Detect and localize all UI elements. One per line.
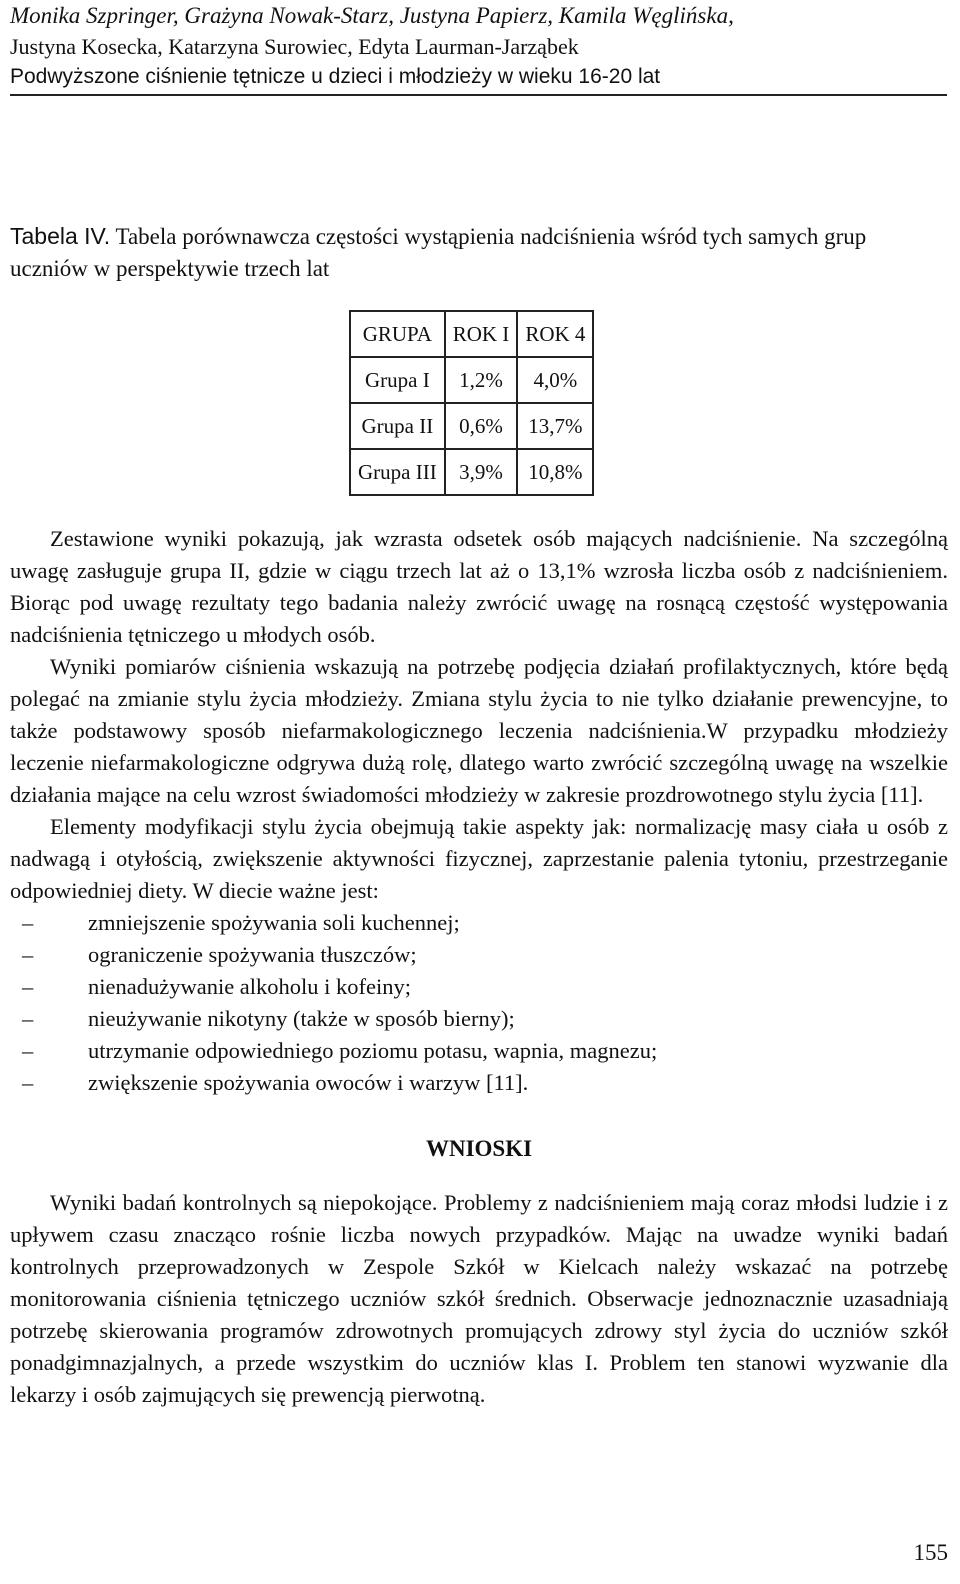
- table-cell: 3,9%: [445, 449, 518, 495]
- list-dash: –: [22, 1006, 34, 1031]
- table-row: [350, 403, 593, 449]
- table-caption-label: Tabela IV.: [10, 223, 111, 249]
- running-header: [10, 0, 950, 92]
- list-dash: –: [22, 942, 34, 967]
- list-item-text: ograniczenie spożywania tłuszczów;: [88, 942, 417, 967]
- table-cell: 13,7%: [517, 403, 593, 449]
- table-header-cell: GRUPA: [350, 311, 445, 357]
- paragraph-lifestyle: Elementy modyfikacji stylu życia obejmują takie aspekty jak: normalizację masy ciała u osób z nadwagą i otyłością, zwiększenie aktywności fizycznej, zaprzestanie palenia tytoniu, przestrzeganie odpowiedniej diety. W diecie ważne jest:: [10, 814, 948, 903]
- paragraph-prevention: Wyniki pomiarów ciśnienia wskazują na potrzebę podjęcia działań profilaktycznych, które będą polegać na zmianie stylu życia młodzieży. Zmiana stylu życia to nie tylko działanie prewencyjne, to także podstawowy sposób niefarmakologicznego leczenia nadciśnienia.W przypadku młodzieży leczenie niefarmakologiczne odgrywa dużą rolę, dlatego warto zwrócić szczególną uwagę na wszelkie działania mające na celu wzrost świadomości młodzieży w zakresie prozdrowotnego stylu życia [11].: [10, 654, 948, 807]
- list-item: [10, 939, 948, 971]
- list-item: [10, 1003, 948, 1035]
- list-item-text: zmniejszenie spożywania soli kuchennej;: [88, 910, 460, 935]
- table-row: [350, 449, 593, 495]
- table-caption: [10, 220, 948, 285]
- list-item-text: utrzymanie odpowiedniego poziomu potasu, wapnia, magnezu;: [88, 1038, 658, 1063]
- list-item: [10, 971, 948, 1003]
- header-divider: [10, 94, 947, 96]
- table-cell: Grupa III: [350, 449, 445, 495]
- list-dash: –: [22, 910, 34, 935]
- article-body: [10, 523, 948, 1411]
- table-row: [350, 357, 593, 403]
- list-item-text: nienadużywanie alkoholu i kofeiny;: [88, 974, 412, 999]
- table-header-cell: ROK I: [445, 311, 518, 357]
- table-caption-text: Tabela porównawcza częstości wystąpienia nadciśnienia wśród tych samych grup uczniów w perspektywie trzech lat: [10, 224, 867, 281]
- list-item-text: nieużywanie nikotyny (także w sposób bierny);: [88, 1006, 515, 1031]
- paragraph-conclusions: Wyniki badań kontrolnych są niepokojące. Problemy z nadciśnieniem mają coraz młodsi ludzie i z upływem czasu znacząco rośnie liczba nowych przypadków. Mając na uwadze wyniki badań kontrolnych przeprowadzonych w Zespole Szkół w Kielcach należy wskazać na potrzebę monitorowania ciśnienia tętniczego uczniów szkół średnich. Obserwacje jednoznacznie uzasadniają potrzebę skierowania programów zdrowotnych promujących zdrowy styl życia do uczniów szkół ponadgimnazjalnych, a przede wszystkim do uczniów klas I. Problem ten stanowi wyzwanie dla lekarzy i osób zajmujących się prewencją pierwotną.: [10, 1190, 948, 1407]
- table-cell: Grupa I: [350, 357, 445, 403]
- diet-list: [10, 907, 948, 1099]
- header-article-title: Podwyższone ciśnienie tętnicze u dzieci i młodzieży w wieku 16-20 lat: [10, 65, 661, 88]
- table-cell: 10,8%: [517, 449, 593, 495]
- list-dash: –: [22, 1070, 34, 1095]
- table-header-cell: ROK 4: [517, 311, 593, 357]
- list-item: [10, 907, 948, 939]
- table-header-row: [350, 311, 593, 357]
- list-item: [10, 1067, 948, 1099]
- header-authors-line-1: Monika Szpringer, Grażyna Nowak-Starz, Justyna Papierz, Kamila Węglińska,: [10, 3, 734, 28]
- table-cell: 0,6%: [445, 403, 518, 449]
- header-authors-line-2: Justyna Kosecka, Katarzyna Surowiec, Edyta Laurman-Jarząbek: [10, 34, 579, 59]
- table-cell: 1,2%: [445, 357, 518, 403]
- table-cell: Grupa II: [350, 403, 445, 449]
- paragraph-results: Zestawione wyniki pokazują, jak wzrasta odsetek osób mających nadciśnienie. Na szczególną uwagę zasługuje grupa II, gdzie w ciągu trzech lat aż o 13,1% wzrosła liczba osób z nadciśnieniem. Biorąc pod uwagę rezultaty tego badania należy zwrócić uwagę na rosnącą częstość występowania nadciśnienia tętniczego u młodych osób.: [10, 526, 948, 647]
- list-item: [10, 1035, 948, 1067]
- table-cell: 4,0%: [517, 357, 593, 403]
- list-dash: –: [22, 1038, 34, 1063]
- section-heading-conclusions: WNIOSKI: [425, 1136, 533, 1161]
- comparison-table: [349, 310, 594, 496]
- list-dash: –: [22, 974, 34, 999]
- page-number: 155: [913, 1540, 948, 1565]
- list-item-text: zwiększenie spożywania owoców i warzyw [11].: [88, 1070, 529, 1095]
